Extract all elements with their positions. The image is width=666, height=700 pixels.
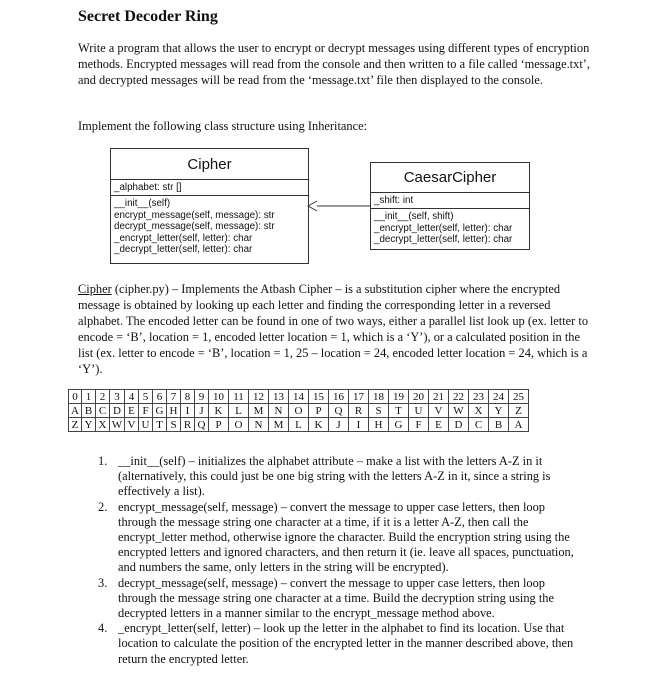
reversed-letter-cell: X [96,418,110,432]
task-item [98,576,576,622]
plain-letter-cell: P [309,404,329,418]
plain-letter-cell: C [96,404,110,418]
index-cell: 22 [449,390,469,404]
plain-letter-cell: H [167,404,181,418]
index-cell: 23 [469,390,489,404]
reversed-letter-cell: G [389,418,409,432]
task-number: 3. [98,575,108,590]
intro-paragraph: Write a program that allows the user to encrypt or decrypt messages using different types of encryption methods. Encrypted messages will read from the console and then written to a file called ‘message.txt’, and decrypted messages will be read from the ‘message.txt’ file then displayed to the console. [78,41,590,87]
reversed-letter-cell: Q [195,418,209,432]
cipher-method: _encrypt_letter(self, letter): char [114,232,253,244]
plain-letter-cell: G [153,404,167,418]
plain-alphabet-row [69,404,529,418]
alphabet-table [68,389,529,432]
reversed-alphabet-row [69,418,529,432]
plain-letter-cell: Q [329,404,349,418]
reversed-letter-cell: W [110,418,125,432]
index-cell: 2 [96,390,110,404]
reversed-letter-cell: P [209,418,229,432]
caesar-method: _decrypt_letter(self, letter): char [374,234,513,246]
reversed-letter-cell: E [429,418,449,432]
task-number: 4. [98,621,108,636]
plain-letter-cell: V [429,404,449,418]
reversed-letter-cell: Z [69,418,82,432]
reversed-letter-cell: B [489,418,509,432]
atbash-description: (cipher.py) – Implements the Atbash Cipher – is a substitution cipher where the encrypted message is obtained by looking up each letter and finding the corresponding letter in a reversed alphabet. The encoded letter can be found in one of two ways, either a parallel list look up (ex. letter to encode = ‘B’, location = 1, encoded letter location = 1, which is a ‘Y’), or a calculated position in the list (ex. letter to encode = ‘B’, location = 1, 25 – location = 24, encoded letter location = 24, which is a ‘Y’). [78,282,589,376]
plain-letter-cell: T [389,404,409,418]
reversed-letter-cell: J [329,418,349,432]
task-text: _encrypt_letter(self, letter) – look up the letter in the alphabet to find its location. Use that location to calculate the position of the encrypted letter in the manner described above, then return the encrypted letter. [118,621,574,666]
plain-letter-cell: E [125,404,139,418]
reversed-letter-cell: T [153,418,167,432]
reversed-letter-cell: O [229,418,249,432]
caesar-attributes [371,193,529,209]
reversed-letter-cell: F [409,418,429,432]
index-cell: 15 [309,390,329,404]
reversed-letter-cell: K [309,418,329,432]
reversed-letter-cell: I [349,418,369,432]
atbash-paragraph [78,281,593,377]
plain-letter-cell: K [209,404,229,418]
index-cell: 21 [429,390,449,404]
plain-letter-cell: J [195,404,209,418]
index-cell: 24 [489,390,509,404]
cipher-method: __init__(self) [114,198,171,209]
index-cell: 25 [509,390,529,404]
inheritance-arrow [307,200,371,212]
reversed-letter-cell: S [167,418,181,432]
plain-letter-cell: B [82,404,96,418]
index-cell: 14 [289,390,309,404]
reversed-letter-cell: N [249,418,269,432]
plain-letter-cell: I [181,404,195,418]
cipher-method: _decrypt_letter(self, letter): char [114,244,253,256]
cipher-attributes [111,180,308,196]
task-item [98,454,576,500]
index-cell: 13 [269,390,289,404]
plain-letter-cell: U [409,404,429,418]
plain-letter-cell: Z [509,404,529,418]
caesar-methods [371,209,529,248]
plain-letter-cell: N [269,404,289,418]
plain-letter-cell: L [229,404,249,418]
index-cell: 3 [110,390,125,404]
index-cell: 10 [209,390,229,404]
index-cell: 20 [409,390,429,404]
plain-letter-cell: F [139,404,153,418]
reversed-letter-cell: R [181,418,195,432]
cipher-class-name: Cipher [111,149,308,180]
plain-letter-cell: O [289,404,309,418]
reversed-letter-cell: M [269,418,289,432]
task-text: decrypt_message(self, message) – convert the message to upper case letters, then loop through the message string one character at a time. Build the decryption string using the decrypted letters in a manner similar to the encrypt_message method above. [118,575,554,621]
index-cell: 1 [82,390,96,404]
caesar-method: __init__(self, shift) [374,211,454,222]
task-item [98,500,576,576]
index-cell: 8 [181,390,195,404]
task-text: __init__(self) – initializes the alphabet attribute – make a list with the letters A-Z in it (alternatively, this could just be one big string with the letters A-Z in it, since a string is effectively a list). [118,454,551,499]
cipher-label: Cipher [78,282,112,296]
cipher-attribute: _alphabet: str [] [114,182,182,193]
index-cell: 9 [195,390,209,404]
task-item [98,621,576,667]
cipher-class-box [110,148,309,264]
reversed-letter-cell: D [449,418,469,432]
index-row [69,390,529,404]
plain-letter-cell: S [369,404,389,418]
reversed-letter-cell: A [509,418,529,432]
reversed-letter-cell: L [289,418,309,432]
caesar-class-name: CaesarCipher [371,163,529,193]
plain-letter-cell: R [349,404,369,418]
index-cell: 17 [349,390,369,404]
index-cell: 11 [229,390,249,404]
index-cell: 7 [167,390,181,404]
cipher-methods [111,196,308,258]
index-cell: 4 [125,390,139,404]
plain-letter-cell: D [110,404,125,418]
plain-letter-cell: A [69,404,82,418]
reversed-letter-cell: V [125,418,139,432]
index-cell: 0 [69,390,82,404]
index-cell: 18 [369,390,389,404]
index-cell: 6 [153,390,167,404]
index-cell: 5 [139,390,153,404]
page-title: Secret Decoder Ring [78,8,218,25]
caesar-class-box [370,162,530,250]
caesar-attribute: _shift: int [374,195,414,206]
plain-letter-cell: M [249,404,269,418]
plain-letter-cell: Y [489,404,509,418]
cipher-method: decrypt_message(self, message): str [114,221,275,233]
reversed-letter-cell: C [469,418,489,432]
task-number: 1. [98,454,108,468]
plain-letter-cell: X [469,404,489,418]
caesar-method: _encrypt_letter(self, letter): char [374,222,513,234]
reversed-letter-cell: U [139,418,153,432]
index-cell: 12 [249,390,269,404]
task-list [98,454,576,667]
index-cell: 16 [329,390,349,404]
task-text: encrypt_message(self, message) – convert the message to upper case letters, then loop through the message string one character at a time, if it is a letter A-Z, then call the encrypt_letter method, otherwise ignore the character. Build the encryption string using the encrypted letters and ignored characters, and then return it (ie. leave all spaces, punctuation, and numbers the same, only letters in the string will be encrypted). [118,499,574,575]
implement-instruction: Implement the following class structure using Inheritance: [78,119,368,133]
reversed-letter-cell: Y [82,418,96,432]
index-cell: 19 [389,390,409,404]
reversed-letter-cell: H [369,418,389,432]
cipher-method: encrypt_message(self, message): str [114,209,275,221]
plain-letter-cell: W [449,404,469,418]
task-number: 2. [98,499,108,514]
